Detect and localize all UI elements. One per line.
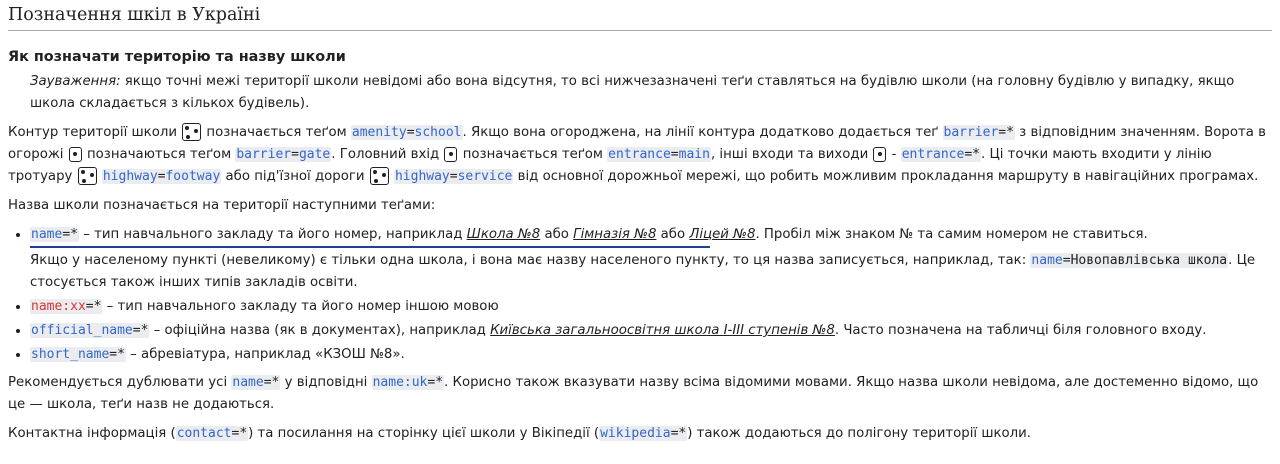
node-icon bbox=[444, 147, 457, 162]
list-item: • official_name=* – офіційна назва (як в документах), наприклад Київська загальноосвітня школа І-ІІІ ступенів №8. Часто позначена на табличці біля головного входу. bbox=[30, 320, 1272, 342]
note-label: Зауваження: bbox=[30, 74, 121, 89]
tag-name[interactable]: name=* bbox=[31, 227, 78, 242]
example-link-official[interactable]: Київська загальноосвітня школа І-ІІІ ступенів №8 bbox=[490, 323, 835, 338]
page-title: Позначення шкіл в Україні bbox=[8, 0, 1272, 31]
tag-barrier[interactable]: barrier=* bbox=[943, 125, 1014, 140]
tag-entrance-main[interactable]: entrance=main bbox=[608, 147, 710, 162]
tag-short-name[interactable]: short_name=* bbox=[31, 347, 125, 362]
paragraph-area: Контур території школи позначається теґом amenity=school. Якщо вона огороджена, на лінії контура додатково додається теґ barrier=* з відповідним значенням. Ворота в огорожі позначаються теґом barrier=gate. Головний вхід позначається теґом entrance=main, інші входи та виходи - entrance=*. Ці точки мають входити у лінію тротуару highway=footway або під'їзної дороги highway=service від основної дорожньої мережі, що робить можливим прокладання маршруту в навігаційних програмах. bbox=[8, 125, 1266, 184]
list-subnote: Якщо у населеному пункті (невеликому) є тільки одна школа, і вона має назву населеного пункту, то ця назва записується, наприклад, так: name=Новопавлівська школа. Це стосується також інших типів закладів освіти. bbox=[30, 253, 1256, 290]
tag-name-uk[interactable]: name:uk=* bbox=[372, 375, 444, 390]
way-icon bbox=[78, 167, 97, 185]
example-link-gymnasium[interactable]: Гімназія №8 bbox=[573, 227, 657, 242]
tag-name-example[interactable]: name=Новопавлівська школа bbox=[1031, 253, 1228, 268]
way-icon bbox=[370, 167, 389, 185]
tag-entrance[interactable]: entrance=* bbox=[901, 147, 980, 162]
paragraph-recommend: Рекомендується дублювати усі name=* у відповідні name:uk=*. Корисно також вказувати назву всіма відомими мовами. Якщо назва школи невідома, але достеменно відомо, що це — школа, теґи назв не додаються. bbox=[8, 375, 1259, 412]
example-link-school[interactable]: Школа №8 bbox=[466, 227, 541, 242]
section-heading: Як позначати територію та назву школи bbox=[8, 49, 346, 65]
list-item: • short_name=* – абревіатура, наприклад «КЗОШ №8». bbox=[30, 344, 1272, 366]
tag-barrier-gate[interactable]: barrier=gate bbox=[236, 147, 331, 162]
node-icon bbox=[69, 147, 82, 162]
paragraph-names-intro: Назва школи позначається на території наступними теґами: bbox=[8, 198, 436, 213]
example-link-lyceum[interactable]: Ліцей №8 bbox=[689, 227, 756, 242]
tag-wikipedia[interactable]: wikipedia=* bbox=[600, 426, 687, 441]
list-item: • name=* – тип навчального закладу та його номер, наприклад Школа №8 або Гімназія №8 або Ліцей №8. Пробіл між знаком № та самим номером не ставиться. Якщо у населеному пункті (невеликому) є тільки одна школа, і вона має назву населеного пункту, то ця назва записується, наприклад, так: name=Новопавлівська школа. Це стосується також інших типів закладів освіти. bbox=[30, 224, 1272, 294]
name-tags-list bbox=[8, 224, 1272, 366]
tag-name-xx[interactable]: name:xx=* bbox=[31, 299, 102, 314]
node-icon bbox=[873, 147, 886, 162]
area-icon bbox=[182, 123, 201, 141]
tag-name[interactable]: name=* bbox=[232, 375, 280, 390]
tag-highway-service[interactable]: highway=service bbox=[394, 169, 513, 184]
paragraph-contact: Контактна інформація (contact=*) та посилання на сторінку цієї школи у Вікіпедії (wikipedia=*) також додаються до полігону території школи. bbox=[8, 426, 1032, 441]
tag-contact[interactable]: contact=* bbox=[176, 426, 248, 441]
tag-highway-footway[interactable]: highway=footway bbox=[102, 169, 221, 184]
note-paragraph: Зауваження: якщо точні межі території школи невідомі або вона відсутня, то всі нижчезазначені теґи ставляться на будівлю школи (на головну будівлю у випадку, якщо школа складається з кількох будівель). bbox=[30, 74, 1235, 111]
list-item: • name:xx=* – тип навчального закладу та його номер іншою мовою bbox=[30, 296, 1272, 318]
tag-official-name[interactable]: official_name=* bbox=[31, 323, 149, 338]
tag-amenity-school[interactable]: amenity=school bbox=[351, 125, 462, 140]
link-highlight-underline bbox=[30, 246, 710, 248]
